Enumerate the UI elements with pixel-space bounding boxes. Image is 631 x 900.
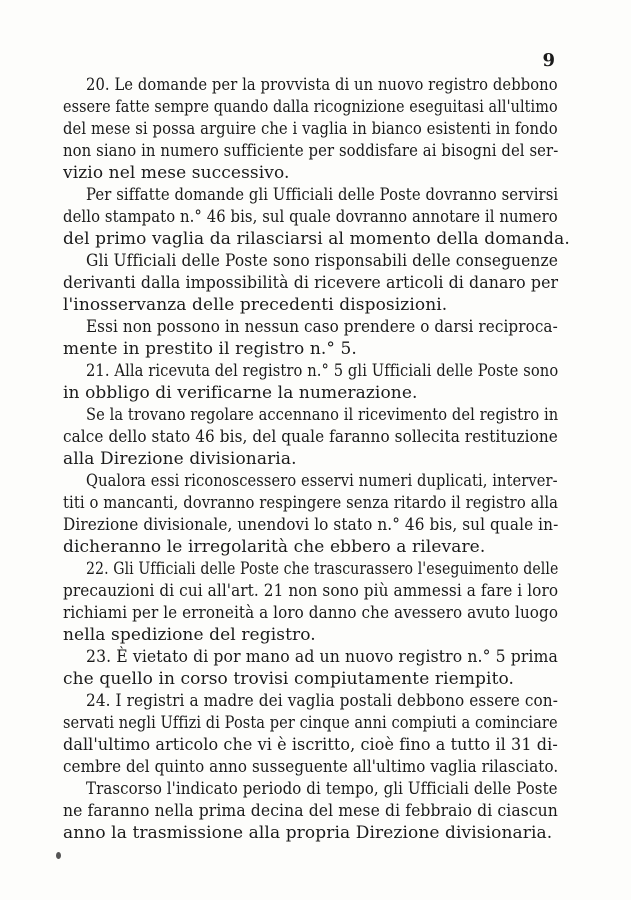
text-line: non siano in numero sufficiente per soddisfare ai bisogni del ser- [63,141,559,161]
text-line: dall'ultimo articolo che vi è iscritto, cioè fino a tutto il 31 di- [63,735,558,755]
text-line: mente in prestito il registro n.° 5. [63,339,357,359]
text-line: che quello in corso trovisi compiutamente riempito. [63,669,515,689]
text-line: vizio nel mese successivo. [63,163,290,183]
text-line: in obbligo di verificarne la numerazione. [63,383,418,403]
text-line: 20. Le domande per la provvista di un nuovo registro debbono [86,75,558,95]
text-line: Gli Ufficiali delle Poste sono risponsabili delle conseguenze [86,251,558,271]
text-line: 23. È vietato di por mano ad un nuovo registro n.° 5 prima [86,647,558,667]
text-line: cembre del quinto anno susseguente all'ultimo vaglia rilasciato. [63,757,559,777]
text-line: Se la trovano regolare accennano il ricevimento del registro in [86,405,559,425]
text-line: 24. I registri a madre dei vaglia postali debbono essere con- [86,691,558,711]
text-line: anno la trasmissione alla propria Direzione divisionaria. [63,823,553,843]
text-line: nella spedizione del registro. [63,625,316,645]
text-line: l'inosservanza delle precedenti disposizioni. [63,295,448,315]
text-line: Per siffatte domande gli Ufficiali delle Poste dovranno servirsi [86,185,559,205]
text-line: dello stampato n.° 46 bis, sul quale dovranno annotare il numero [63,207,558,227]
text-line: ne faranno nella prima decina del mese di febbraio di ciascun [63,801,558,821]
text-line: Trascorso l'indicato periodo di tempo, gli Ufficiali delle Poste [86,779,558,799]
text-line: precauzioni di cui all'art. 21 non sono più ammessi a fare i loro [63,581,559,601]
text-line: dicheranno le irregolarità che ebbero a rilevare. [63,537,486,557]
text-line: Qualora essi riconoscessero esservi numeri duplicati, interver- [86,471,558,491]
text-line: titi o mancanti, dovranno respingere senza ritardo il registro alla [63,493,559,513]
text-line: del primo vaglia da rilasciarsi al momento della domanda. [63,229,570,249]
text-line: 22. Gli Ufficiali delle Poste che trascurassero l'eseguimento delle [86,559,559,579]
text-line: servati negli Uffizi di Posta per cinque anni compiuti a cominciare [63,713,558,733]
text-line: alla Direzione divisionaria. [63,449,297,469]
text-line: essere fatte sempre quando dalla ricognizione eseguitasi all'ultimo [63,97,558,117]
text-line: richiami per le erroneità a loro danno che avessero avuto luogo [63,603,559,623]
text-line: 21. Alla ricevuta del registro n.° 5 gli Ufficiali delle Poste sono [86,361,559,381]
text-line: del mese si possa arguire che i vaglia in bianco esistenti in fondo [63,119,558,139]
text-line: Essi non possono in nessun caso prendere o darsi reciproca- [86,317,558,337]
text-line: derivanti dalla impossibilità di ricevere articoli di danaro per [63,273,559,293]
text-line: Direzione divisionale, unendovi lo stato n.° 46 bis, sul quale in- [63,515,559,535]
page-number: 9 [542,50,555,71]
ink-speck [56,852,61,859]
text-line: calce dello stato 46 bis, del quale faranno sollecita restituzione [63,427,558,447]
